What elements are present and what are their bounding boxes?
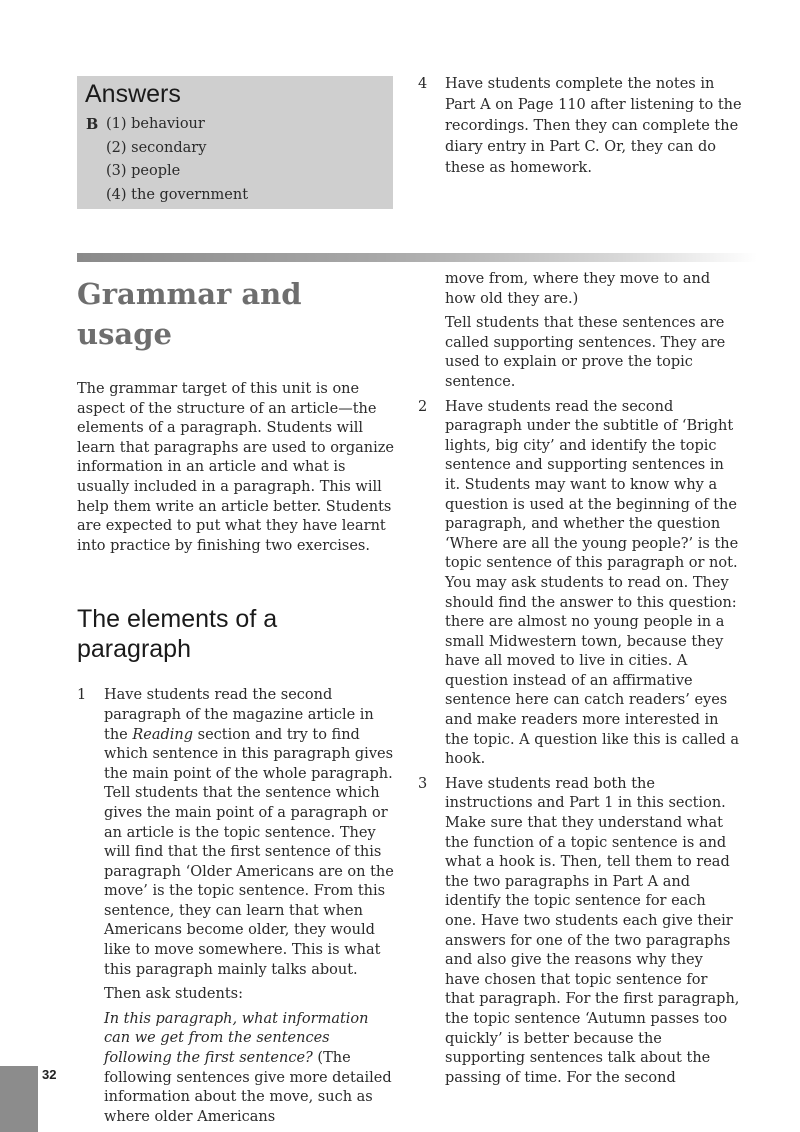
answer-row: [86, 184, 248, 208]
step-3: [418, 775, 740, 1089]
answer-item: (3) people: [106, 163, 181, 179]
step-number: 4: [418, 76, 428, 92]
section-intro: The grammar target of this unit is one aspect of the structure of an article—the elements of a paragraph. Students will learn that paragraphs are used to organize information in an article and what is usually included in a paragraph. This will help them write an article better. Students are expected to put what they have learnt into practice by finishing two exercises.: [77, 381, 394, 554]
question-text: In this paragraph, what information can we get from the sentences following the first sentence? (The following sentences give more detailed information about the move, such as where older Americans: [104, 1010, 392, 1125]
right-column: [418, 270, 740, 1088]
answer-row: [86, 113, 248, 137]
answer-item: (2) secondary: [106, 139, 207, 156]
step-text: Have students complete the notes in Part A on Page 110 after listening to the recordings. Then they can complete the diary entry in Part C. Or, they can do these as homework.: [445, 76, 742, 176]
then-ask-text: Then ask students:: [104, 986, 243, 1003]
answers-title: Answers: [85, 80, 181, 108]
answer-letter: B: [86, 116, 99, 133]
answer-row: [86, 137, 248, 161]
step-1: [77, 686, 397, 980]
answers-box: [77, 76, 393, 209]
left-column: [77, 270, 397, 1127]
step-number: 2: [418, 398, 428, 415]
step-number: 3: [418, 775, 428, 792]
answer-item: (4) the government: [106, 186, 249, 203]
answer-row: [86, 160, 248, 184]
step-text: Have students read both the instructions and Part 1 in this section. Make sure that they understand what the function of a topic sentence is and what a hook is. Then, tell them to read the two paragraphs in Part A and identify the topic sentence for each one. Have two students each give their answers for one of the two paragraphs and also give the reasons why they have chosen that topic sentence for that paragraph. For the first paragraph, the topic sentence ‘Autumn passes too quickly’ is better because the supporting sentences talk about the passing of time. For the second: [445, 775, 740, 1086]
step-number: 1: [77, 687, 87, 704]
answer-item: (1) behaviour: [106, 116, 205, 132]
step-2: [418, 398, 740, 770]
page-number-bar: [0, 1066, 38, 1132]
step-text: Have students read the second paragraph under the subtitle of ‘Bright lights, big city’ and identify the topic sentence and supporting sentences in it. Students may want to know why a question is used at the beginning of the paragraph, and whether the question ‘Where are all the young people?’ is the topic sentence of this paragraph or not. You may ask students to read on. They should find the answer to this question: there are almost no young people in a small Midwestern town, because they have all moved to live in cities. A question instead of an affirmative sentence here can catch readers’ eyes and make readers more interested in the topic. A question like this is called a hook.: [445, 398, 739, 768]
subsection-title: The elements of a paragraph: [77, 605, 278, 664]
step-4: [418, 74, 748, 179]
section-divider: [77, 253, 757, 262]
page-number: 32: [42, 1067, 57, 1082]
step-text: Have students read the second paragraph of the magazine article in the Reading section and try to find which sentence in this paragraph gives the main point of the whole paragraph. Tell students that the sentence which gives the main point of a paragraph or an article is the topic sentence. They will find that the first sentence of this paragraph ‘Older Americans are on the move’ is the topic sentence. From this sentence, they can learn that when Americans become older, they would like to move somewhere. This is what this paragraph mainly talks about.: [104, 687, 394, 978]
continued-text: move from, where they move to and how old they are.): [445, 271, 711, 307]
supporting-sentences-text: Tell students that these sentences are called supporting sentences. They are used to explain or prove the topic sentence.: [445, 315, 726, 390]
answers-list: [86, 113, 248, 207]
section-title: Grammar and usage: [77, 277, 302, 351]
